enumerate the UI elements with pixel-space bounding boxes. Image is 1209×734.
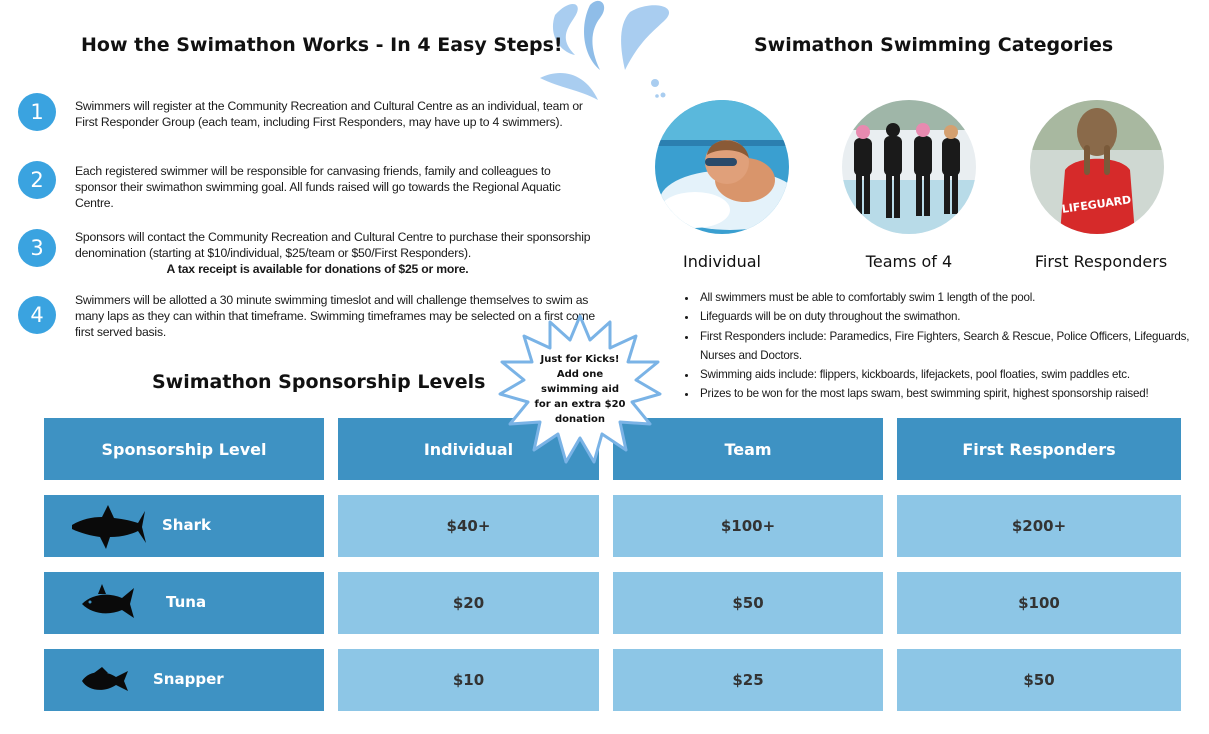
step-4-text: Swimmers will be allotted a 30 minute swimming timeslot and will challenge themselves to swim as many laps as they can within that timeframe. Swimming timeframes may be selected on a first come first served basis. bbox=[75, 293, 595, 339]
level-label: Shark bbox=[162, 516, 211, 534]
burst-line: Add one bbox=[556, 369, 604, 380]
lifeguard-shirt-text: LIFEGUARD bbox=[1061, 193, 1133, 216]
snapper-icon bbox=[80, 667, 130, 695]
level-snapper bbox=[44, 649, 324, 711]
burst-line: swimming aid bbox=[541, 384, 619, 395]
step-1-badge: 1 bbox=[18, 93, 56, 131]
step-3-badge: 3 bbox=[18, 229, 56, 267]
header-first-responders: First Responders bbox=[897, 418, 1181, 480]
shark-icon bbox=[70, 503, 146, 551]
rule-item: • Prizes to be won for the most laps swam, best swimming spirit, highest sponsorship raised! bbox=[698, 384, 1198, 403]
lifeguard-photo bbox=[1030, 100, 1164, 234]
step-2-text: Each registered swimmer will be responsible for canvasing friends, family and colleagues to sponsor their swimathon swimming goal. All funds raised will go towards the Regional Aquatic Centre. bbox=[75, 164, 561, 210]
burst-line: donation bbox=[554, 414, 606, 425]
level-label: Snapper bbox=[153, 670, 224, 688]
value-tuna-individual: $20 bbox=[338, 572, 599, 634]
value-shark-team: $100+ bbox=[613, 495, 883, 557]
value-tuna-team: $50 bbox=[613, 572, 883, 634]
burst-line: for an extra $20 bbox=[534, 399, 626, 410]
step-3-bold-note: A tax receipt is available for donations of $25 or more. bbox=[166, 262, 469, 276]
step-2-badge: 2 bbox=[18, 161, 56, 199]
value-shark-first-responders: $200+ bbox=[897, 495, 1181, 557]
steps-title: How the Swimathon Works - In 4 Easy Steps! bbox=[81, 34, 563, 56]
individual-swimmer-photo bbox=[655, 100, 789, 234]
value-snapper-individual: $10 bbox=[338, 649, 599, 711]
value-tuna-first-responders: $100 bbox=[897, 572, 1181, 634]
category-rules-list bbox=[682, 288, 1198, 404]
step-4-badge: 4 bbox=[18, 296, 56, 334]
level-label: Tuna bbox=[166, 593, 207, 611]
header-team: Team bbox=[613, 418, 883, 480]
tuna-icon bbox=[78, 582, 138, 624]
category-label-individual: Individual bbox=[683, 252, 761, 271]
value-snapper-team: $25 bbox=[613, 649, 883, 711]
step-3-text bbox=[75, 229, 595, 277]
value-shark-individual: $40+ bbox=[338, 495, 599, 557]
header-sponsorship-level: Sponsorship Level bbox=[44, 418, 324, 480]
categories-title: Swimathon Swimming Categories bbox=[754, 34, 1114, 56]
level-shark bbox=[44, 495, 324, 557]
team-swimmers-photo bbox=[842, 100, 976, 234]
rule-item: • All swimmers must be able to comfortably swim 1 length of the pool. bbox=[698, 288, 1198, 307]
burst-line: Just for Kicks! bbox=[540, 354, 620, 365]
category-label-teams: Teams of 4 bbox=[865, 252, 953, 271]
level-tuna bbox=[44, 572, 324, 634]
sponsorship-title: Swimathon Sponsorship Levels bbox=[152, 371, 486, 393]
value-snapper-first-responders: $50 bbox=[897, 649, 1181, 711]
rule-item: • First Responders include: Paramedics, Fire Fighters, Search & Rescue, Police Officers, Lifeguards, Nurses and Doctors. bbox=[698, 327, 1198, 366]
starburst-text bbox=[530, 352, 630, 427]
header-individual: Individual bbox=[338, 418, 599, 480]
rule-item: • Swimming aids include: flippers, kickboards, lifejackets, pool floaties, swim paddles etc. bbox=[698, 365, 1198, 384]
step-3-main: Sponsors will contact the Community Recreation and Cultural Centre to purchase their sponsorship denomination (starting at $10/individual, $25/team or $50/First Responders). bbox=[75, 230, 591, 260]
step-1-text: Swimmers will register at the Community Recreation and Cultural Centre as an individual, team or First Responder Group (each team, including First Responders, may have up to 4 swimmers). bbox=[75, 99, 583, 129]
category-label-first-responders: First Responders bbox=[1034, 252, 1168, 271]
rule-item: • Lifeguards will be on duty throughout the swimathon. bbox=[698, 307, 1198, 326]
